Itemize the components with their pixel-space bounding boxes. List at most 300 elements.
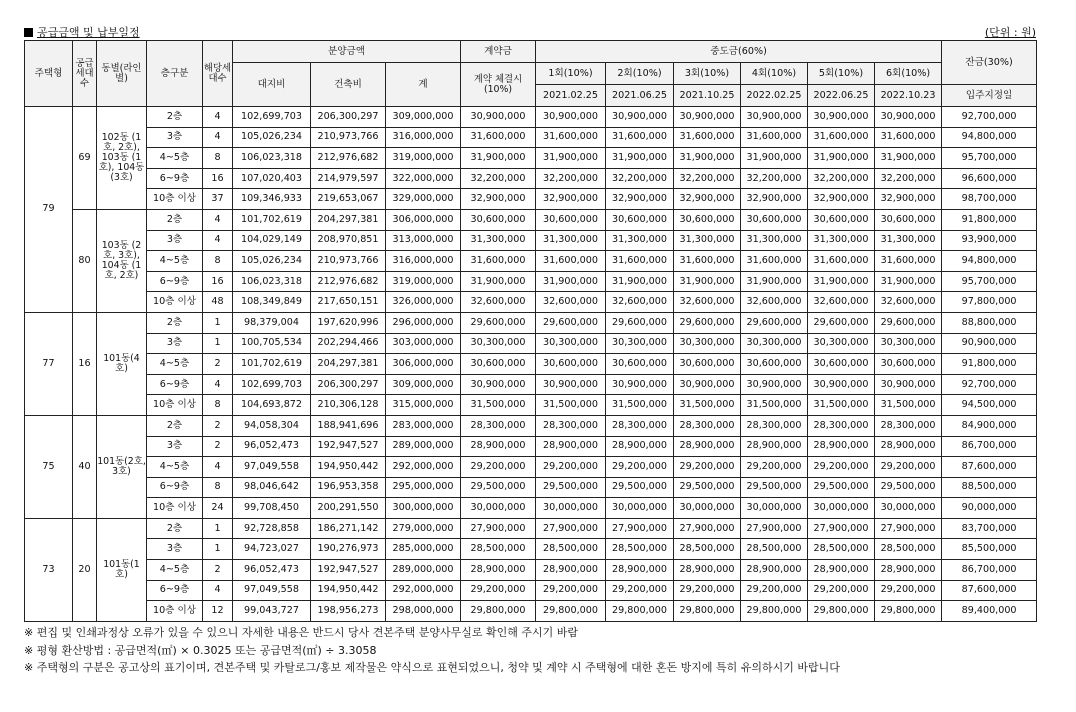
- interim-payment-cell: 31,600,000: [808, 127, 875, 148]
- supply-units-cell: 69: [73, 107, 97, 210]
- note-line: ※ 평형 환산방법 : 공급면적(㎡) × 0.3025 또는 공급면적(㎡) ÷ 3.3058: [24, 643, 377, 657]
- interim-payment-cell: 30,600,000: [536, 209, 606, 230]
- interim-payment-cell: 29,800,000: [536, 601, 606, 622]
- interim-payment-cell: 32,900,000: [875, 189, 942, 210]
- balance-cell: 92,700,000: [942, 107, 1037, 128]
- floor-cell: 4~5층: [147, 251, 203, 272]
- building-cost-cell: 194,950,442: [311, 580, 386, 601]
- land-price-cell: 105,026,234: [233, 251, 311, 272]
- interim-payment-cell: 29,200,000: [741, 580, 808, 601]
- deposit-cell: 31,300,000: [461, 230, 536, 251]
- interim-payment-cell: 30,000,000: [536, 498, 606, 519]
- units-cell: 4: [203, 580, 233, 601]
- balance-cell: 92,700,000: [942, 374, 1037, 395]
- interim-payment-cell: 31,300,000: [606, 230, 674, 251]
- interim-payment-cell: 29,800,000: [674, 601, 741, 622]
- interim-payment-cell: 32,200,000: [808, 168, 875, 189]
- interim-payment-cell: 30,600,000: [536, 354, 606, 375]
- interim-payment-cell: 29,500,000: [741, 477, 808, 498]
- interim-payment-cell: 30,000,000: [606, 498, 674, 519]
- interim-payment-cell: 32,200,000: [606, 168, 674, 189]
- building-cost-cell: 210,306,128: [311, 395, 386, 416]
- interim-payment-cell: 30,600,000: [674, 209, 741, 230]
- interim-payment-cell: 31,900,000: [536, 148, 606, 169]
- interim-payment-cell: 31,300,000: [674, 230, 741, 251]
- table-row: [25, 312, 1037, 333]
- total-price-cell: 300,000,000: [386, 498, 461, 519]
- interim-payment-cell: 30,300,000: [741, 333, 808, 354]
- interim-payment-cell: 30,300,000: [875, 333, 942, 354]
- interim-payment-cell: 28,500,000: [875, 539, 942, 560]
- housing-type-cell: 73: [25, 518, 73, 621]
- table-row: [25, 230, 1037, 251]
- interim-payment-cell: 29,800,000: [741, 601, 808, 622]
- interim-payment-cell: 32,600,000: [674, 292, 741, 313]
- deposit-cell: 29,200,000: [461, 457, 536, 478]
- total-price-cell: 306,000,000: [386, 209, 461, 230]
- total-price-cell: 315,000,000: [386, 395, 461, 416]
- units-cell: 12: [203, 601, 233, 622]
- land-price-cell: 96,052,473: [233, 560, 311, 581]
- interim-payment-cell: 28,900,000: [808, 436, 875, 457]
- balance-cell: 94,800,000: [942, 251, 1037, 272]
- table-row: [25, 395, 1037, 416]
- header-interim-round: 2회(10%): [606, 63, 674, 85]
- interim-payment-cell: 28,500,000: [808, 539, 875, 560]
- total-price-cell: 292,000,000: [386, 457, 461, 478]
- deposit-cell: 31,900,000: [461, 271, 536, 292]
- interim-payment-cell: 29,800,000: [875, 601, 942, 622]
- deposit-cell: 32,200,000: [461, 168, 536, 189]
- units-cell: 4: [203, 457, 233, 478]
- units-cell: 4: [203, 374, 233, 395]
- header-building: 동별(라인별): [97, 41, 147, 107]
- header-balance: 잔금(30%): [942, 41, 1037, 85]
- interim-payment-cell: 31,900,000: [536, 271, 606, 292]
- interim-payment-cell: 29,200,000: [741, 457, 808, 478]
- balance-cell: 90,900,000: [942, 333, 1037, 354]
- interim-payment-cell: 32,200,000: [741, 168, 808, 189]
- balance-cell: 91,800,000: [942, 209, 1037, 230]
- supply-units-cell: 80: [73, 209, 97, 312]
- table-row: [25, 580, 1037, 601]
- interim-payment-cell: 28,500,000: [536, 539, 606, 560]
- balance-cell: 88,800,000: [942, 312, 1037, 333]
- interim-payment-cell: 29,600,000: [536, 312, 606, 333]
- interim-payment-cell: 28,500,000: [741, 539, 808, 560]
- header-sale-price: 분양금액: [233, 41, 461, 63]
- page-title: 공급금액 및 납부일정: [37, 26, 140, 39]
- interim-payment-cell: 32,900,000: [606, 189, 674, 210]
- interim-payment-cell: 30,600,000: [741, 209, 808, 230]
- interim-payment-cell: 30,600,000: [875, 354, 942, 375]
- interim-payment-cell: 30,000,000: [674, 498, 741, 519]
- balance-cell: 88,500,000: [942, 477, 1037, 498]
- total-price-cell: 289,000,000: [386, 560, 461, 581]
- building-cost-cell: 186,271,142: [311, 518, 386, 539]
- interim-payment-cell: 28,900,000: [674, 560, 741, 581]
- balance-cell: 86,700,000: [942, 436, 1037, 457]
- interim-payment-cell: 31,500,000: [875, 395, 942, 416]
- deposit-cell: 29,800,000: [461, 601, 536, 622]
- header-balance-date: 입주지정일: [942, 85, 1037, 107]
- interim-payment-cell: 28,900,000: [606, 560, 674, 581]
- total-price-cell: 285,000,000: [386, 539, 461, 560]
- building-cell: 101동(4호): [97, 312, 147, 415]
- balance-cell: 95,700,000: [942, 148, 1037, 169]
- interim-payment-cell: 29,500,000: [808, 477, 875, 498]
- interim-payment-cell: 31,500,000: [808, 395, 875, 416]
- price-table: [24, 40, 1037, 622]
- building-cost-cell: 192,947,527: [311, 560, 386, 581]
- title-row: [24, 25, 1036, 41]
- land-price-cell: 99,043,727: [233, 601, 311, 622]
- interim-payment-cell: 31,300,000: [741, 230, 808, 251]
- interim-payment-cell: 29,800,000: [808, 601, 875, 622]
- deposit-cell: 31,500,000: [461, 395, 536, 416]
- header-interim-date: 2021.02.25: [536, 85, 606, 107]
- header-building-cost: 건축비: [311, 63, 386, 107]
- land-price-cell: 108,349,849: [233, 292, 311, 313]
- supply-units-cell: 16: [73, 312, 97, 415]
- interim-payment-cell: 31,600,000: [808, 251, 875, 272]
- interim-payment-cell: 29,600,000: [674, 312, 741, 333]
- land-price-cell: 101,702,619: [233, 354, 311, 375]
- table-body: [25, 107, 1037, 622]
- interim-payment-cell: 28,300,000: [875, 415, 942, 436]
- floor-cell: 2층: [147, 518, 203, 539]
- units-cell: 8: [203, 395, 233, 416]
- floor-cell: 2층: [147, 312, 203, 333]
- interim-payment-cell: 31,600,000: [606, 127, 674, 148]
- interim-payment-cell: 32,200,000: [875, 168, 942, 189]
- floor-cell: 6~9층: [147, 374, 203, 395]
- interim-payment-cell: 29,600,000: [606, 312, 674, 333]
- balance-cell: 89,400,000: [942, 601, 1037, 622]
- total-price-cell: 316,000,000: [386, 251, 461, 272]
- table-row: [25, 209, 1037, 230]
- land-price-cell: 101,702,619: [233, 209, 311, 230]
- units-cell: 8: [203, 251, 233, 272]
- interim-payment-cell: 28,300,000: [674, 415, 741, 436]
- interim-payment-cell: 29,600,000: [741, 312, 808, 333]
- land-price-cell: 98,046,642: [233, 477, 311, 498]
- interim-payment-cell: 29,500,000: [875, 477, 942, 498]
- building-cell: 101동(1호): [97, 518, 147, 621]
- units-cell: 2: [203, 415, 233, 436]
- units-cell: 4: [203, 209, 233, 230]
- supply-units-cell: 20: [73, 518, 97, 621]
- deposit-cell: 32,600,000: [461, 292, 536, 313]
- interim-payment-cell: 31,300,000: [875, 230, 942, 251]
- interim-payment-cell: 32,900,000: [741, 189, 808, 210]
- interim-payment-cell: 27,900,000: [536, 518, 606, 539]
- interim-payment-cell: 31,500,000: [674, 395, 741, 416]
- interim-payment-cell: 29,800,000: [606, 601, 674, 622]
- header-land: 대지비: [233, 63, 311, 107]
- deposit-cell: 31,600,000: [461, 127, 536, 148]
- land-price-cell: 106,023,318: [233, 148, 311, 169]
- total-price-cell: 303,000,000: [386, 333, 461, 354]
- floor-cell: 3층: [147, 230, 203, 251]
- balance-cell: 94,800,000: [942, 127, 1037, 148]
- interim-payment-cell: 29,600,000: [808, 312, 875, 333]
- building-cost-cell: 208,970,851: [311, 230, 386, 251]
- interim-payment-cell: 30,900,000: [741, 107, 808, 128]
- interim-payment-cell: 28,300,000: [741, 415, 808, 436]
- table-row: [25, 127, 1037, 148]
- interim-payment-cell: 30,900,000: [674, 107, 741, 128]
- interim-payment-cell: 31,900,000: [606, 148, 674, 169]
- header-interim-date: 2021.06.25: [606, 85, 674, 107]
- balance-cell: 95,700,000: [942, 271, 1037, 292]
- total-price-cell: 329,000,000: [386, 189, 461, 210]
- header-interim-round: 5회(10%): [808, 63, 875, 85]
- balance-cell: 87,600,000: [942, 580, 1037, 601]
- floor-cell: 10층 이상: [147, 395, 203, 416]
- total-price-cell: 326,000,000: [386, 292, 461, 313]
- floor-cell: 10층 이상: [147, 498, 203, 519]
- floor-cell: 6~9층: [147, 477, 203, 498]
- header-deposit-sub: 계약 체결시 (10%): [461, 63, 536, 107]
- building-cost-cell: 202,294,466: [311, 333, 386, 354]
- building-cost-cell: 210,973,766: [311, 251, 386, 272]
- interim-payment-cell: 28,900,000: [808, 560, 875, 581]
- floor-cell: 3층: [147, 127, 203, 148]
- building-cost-cell: 196,953,358: [311, 477, 386, 498]
- header-interim-date: 2022.02.25: [741, 85, 808, 107]
- floor-cell: 10층 이상: [147, 292, 203, 313]
- table-row: [25, 518, 1037, 539]
- balance-cell: 97,800,000: [942, 292, 1037, 313]
- interim-payment-cell: 30,600,000: [808, 354, 875, 375]
- header-interim-date: 2022.10.23: [875, 85, 942, 107]
- floor-cell: 3층: [147, 539, 203, 560]
- total-price-cell: 309,000,000: [386, 107, 461, 128]
- interim-payment-cell: 31,600,000: [536, 127, 606, 148]
- balance-cell: 85,500,000: [942, 539, 1037, 560]
- balance-cell: 94,500,000: [942, 395, 1037, 416]
- deposit-cell: 32,900,000: [461, 189, 536, 210]
- units-cell: 2: [203, 354, 233, 375]
- units-cell: 2: [203, 560, 233, 581]
- table-row: [25, 415, 1037, 436]
- interim-payment-cell: 32,600,000: [606, 292, 674, 313]
- deposit-cell: 31,600,000: [461, 251, 536, 272]
- land-price-cell: 92,728,858: [233, 518, 311, 539]
- interim-payment-cell: 30,600,000: [674, 354, 741, 375]
- building-cell: 102동 (1호, 2호), 103동 (1호), 104동 (3호): [97, 107, 147, 210]
- land-price-cell: 106,023,318: [233, 271, 311, 292]
- note-line: ※ 편집 및 인쇄과정상 오류가 있을 수 있으니 자세한 내용은 반드시 당사 견본주택 분양사무실로 확인해 주시기 바람: [24, 626, 578, 639]
- balance-cell: 96,600,000: [942, 168, 1037, 189]
- land-price-cell: 109,346,933: [233, 189, 311, 210]
- unit-label: (단위 : 원): [984, 26, 1036, 39]
- interim-payment-cell: 28,500,000: [606, 539, 674, 560]
- units-cell: 1: [203, 333, 233, 354]
- interim-payment-cell: 31,600,000: [875, 127, 942, 148]
- deposit-cell: 28,900,000: [461, 436, 536, 457]
- floor-cell: 2층: [147, 415, 203, 436]
- units-cell: 24: [203, 498, 233, 519]
- balance-cell: 84,900,000: [942, 415, 1037, 436]
- floor-cell: 4~5층: [147, 148, 203, 169]
- interim-payment-cell: 32,900,000: [536, 189, 606, 210]
- interim-payment-cell: 32,900,000: [808, 189, 875, 210]
- interim-payment-cell: 30,900,000: [674, 374, 741, 395]
- interim-payment-cell: 29,500,000: [536, 477, 606, 498]
- interim-payment-cell: 32,600,000: [536, 292, 606, 313]
- header-interim-round: 1회(10%): [536, 63, 606, 85]
- building-cost-cell: 204,297,381: [311, 354, 386, 375]
- interim-payment-cell: 27,900,000: [875, 518, 942, 539]
- land-price-cell: 94,723,027: [233, 539, 311, 560]
- land-price-cell: 104,693,872: [233, 395, 311, 416]
- interim-payment-cell: 32,600,000: [875, 292, 942, 313]
- interim-payment-cell: 31,900,000: [606, 271, 674, 292]
- interim-payment-cell: 29,200,000: [808, 457, 875, 478]
- total-price-cell: 316,000,000: [386, 127, 461, 148]
- interim-payment-cell: 30,300,000: [808, 333, 875, 354]
- interim-payment-cell: 30,900,000: [536, 107, 606, 128]
- interim-payment-cell: 32,200,000: [674, 168, 741, 189]
- deposit-cell: 28,300,000: [461, 415, 536, 436]
- interim-payment-cell: 28,300,000: [536, 415, 606, 436]
- total-price-cell: 295,000,000: [386, 477, 461, 498]
- interim-payment-cell: 30,300,000: [674, 333, 741, 354]
- balance-cell: 86,700,000: [942, 560, 1037, 581]
- header-total: 계: [386, 63, 461, 107]
- header-interim-round: 4회(10%): [741, 63, 808, 85]
- total-price-cell: 313,000,000: [386, 230, 461, 251]
- interim-payment-cell: 30,900,000: [606, 374, 674, 395]
- building-cost-cell: 200,291,550: [311, 498, 386, 519]
- interim-payment-cell: 31,900,000: [741, 148, 808, 169]
- interim-payment-cell: 31,900,000: [808, 271, 875, 292]
- interim-payment-cell: 29,200,000: [674, 580, 741, 601]
- interim-payment-cell: 30,600,000: [606, 354, 674, 375]
- deposit-cell: 30,000,000: [461, 498, 536, 519]
- building-cost-cell: 212,976,682: [311, 148, 386, 169]
- interim-payment-cell: 30,900,000: [741, 374, 808, 395]
- balance-cell: 98,700,000: [942, 189, 1037, 210]
- balance-cell: 83,700,000: [942, 518, 1037, 539]
- deposit-cell: 27,900,000: [461, 518, 536, 539]
- table-row: [25, 539, 1037, 560]
- total-price-cell: 292,000,000: [386, 580, 461, 601]
- building-cost-cell: 217,650,151: [311, 292, 386, 313]
- header-interim-date: 2022.06.25: [808, 85, 875, 107]
- building-cost-cell: 198,956,273: [311, 601, 386, 622]
- interim-payment-cell: 31,900,000: [674, 271, 741, 292]
- interim-payment-cell: 28,900,000: [536, 436, 606, 457]
- units-cell: 1: [203, 518, 233, 539]
- building-cell: 101동(2호, 3호): [97, 415, 147, 518]
- land-price-cell: 98,379,004: [233, 312, 311, 333]
- interim-payment-cell: 32,600,000: [741, 292, 808, 313]
- table-header: [25, 41, 1037, 107]
- floor-cell: 2층: [147, 209, 203, 230]
- interim-payment-cell: 30,900,000: [875, 374, 942, 395]
- table-row: [25, 374, 1037, 395]
- table-row: [25, 436, 1037, 457]
- balance-cell: 87,600,000: [942, 457, 1037, 478]
- building-cost-cell: 206,300,297: [311, 107, 386, 128]
- total-price-cell: 309,000,000: [386, 374, 461, 395]
- table-row: [25, 271, 1037, 292]
- land-price-cell: 96,052,473: [233, 436, 311, 457]
- interim-payment-cell: 31,600,000: [606, 251, 674, 272]
- building-cost-cell: 204,297,381: [311, 209, 386, 230]
- building-cost-cell: 197,620,996: [311, 312, 386, 333]
- interim-payment-cell: 31,600,000: [536, 251, 606, 272]
- table-row: [25, 457, 1037, 478]
- interim-payment-cell: 28,900,000: [606, 436, 674, 457]
- interim-payment-cell: 28,900,000: [875, 560, 942, 581]
- interim-payment-cell: 31,600,000: [741, 127, 808, 148]
- interim-payment-cell: 29,200,000: [536, 457, 606, 478]
- interim-payment-cell: 27,900,000: [606, 518, 674, 539]
- land-price-cell: 97,049,558: [233, 580, 311, 601]
- total-price-cell: 283,000,000: [386, 415, 461, 436]
- header-floor: 층구분: [147, 41, 203, 107]
- total-price-cell: 319,000,000: [386, 148, 461, 169]
- housing-type-cell: 75: [25, 415, 73, 518]
- units-cell: 1: [203, 312, 233, 333]
- deposit-cell: 30,300,000: [461, 333, 536, 354]
- building-cost-cell: 192,947,527: [311, 436, 386, 457]
- deposit-cell: 29,500,000: [461, 477, 536, 498]
- table-row: [25, 107, 1037, 128]
- header-interim: 중도금(60%): [536, 41, 942, 63]
- units-cell: 4: [203, 127, 233, 148]
- interim-payment-cell: 31,600,000: [674, 127, 741, 148]
- table-row: [25, 498, 1037, 519]
- units-cell: 8: [203, 477, 233, 498]
- total-price-cell: 289,000,000: [386, 436, 461, 457]
- total-price-cell: 306,000,000: [386, 354, 461, 375]
- table-row: [25, 333, 1037, 354]
- note-line: ※ 주택형의 구분은 공고상의 표기이며, 견본주택 및 카탈로그/홍보 제작물은 약식으로 표현되었으니, 청약 및 계약 시 주택형에 대한 혼돈 방지에 특히 유의하시기 바랍니다: [24, 661, 840, 674]
- bullet-square-icon: [24, 28, 33, 37]
- floor-cell: 4~5층: [147, 354, 203, 375]
- table-row: [25, 601, 1037, 622]
- land-price-cell: 105,026,234: [233, 127, 311, 148]
- balance-cell: 93,900,000: [942, 230, 1037, 251]
- interim-payment-cell: 28,900,000: [674, 436, 741, 457]
- interim-payment-cell: 31,300,000: [536, 230, 606, 251]
- land-price-cell: 102,699,703: [233, 107, 311, 128]
- interim-payment-cell: 30,300,000: [606, 333, 674, 354]
- interim-payment-cell: 28,900,000: [536, 560, 606, 581]
- interim-payment-cell: 29,200,000: [536, 580, 606, 601]
- interim-payment-cell: 30,600,000: [808, 209, 875, 230]
- floor-cell: 3층: [147, 333, 203, 354]
- building-cost-cell: 194,950,442: [311, 457, 386, 478]
- total-price-cell: 319,000,000: [386, 271, 461, 292]
- interim-payment-cell: 27,900,000: [741, 518, 808, 539]
- interim-payment-cell: 30,600,000: [741, 354, 808, 375]
- building-cost-cell: 206,300,297: [311, 374, 386, 395]
- deposit-cell: 29,200,000: [461, 580, 536, 601]
- interim-payment-cell: 31,600,000: [875, 251, 942, 272]
- land-price-cell: 100,705,534: [233, 333, 311, 354]
- interim-payment-cell: 30,900,000: [536, 374, 606, 395]
- header-interim-date: 2021.10.25: [674, 85, 741, 107]
- balance-cell: 90,000,000: [942, 498, 1037, 519]
- building-cost-cell: 212,976,682: [311, 271, 386, 292]
- interim-payment-cell: 30,900,000: [606, 107, 674, 128]
